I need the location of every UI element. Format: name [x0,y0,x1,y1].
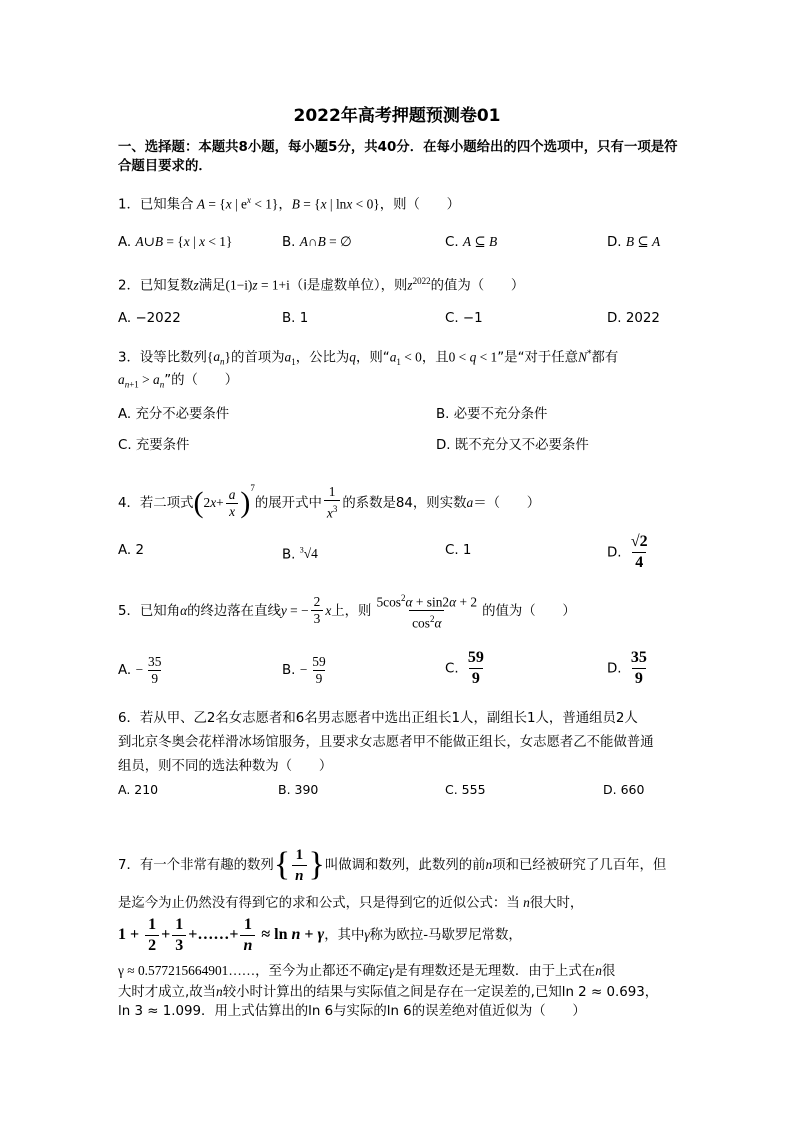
q6-line-1: 6．若从甲、乙2名女志愿者和6名男志愿者中选出正组长1人，副组长1人，普通组员2人 [118,711,638,726]
q2-option-d[interactable]: D. 2022 [607,311,660,326]
q2-option-c[interactable]: C. −1 [445,311,483,326]
question-3: 3．设等比数列$\{a_n\}$的首项为$a_1$，公比为q，则“$a_1 < 0$，且0 < q < 1”是“对于任意N*都有 [118,349,619,368]
q4-option-c[interactable]: C. 1 [445,543,472,558]
question-3-line-2: $a_{n+1} > a_n$”的（ ） [118,372,239,390]
q6-option-b[interactable]: B. 390 [278,782,319,797]
q1-option-c[interactable]: C. A ⊆ B [445,234,498,250]
q4-option-a[interactable]: A. 2 [118,543,144,558]
q5-option-c[interactable]: C. $\frac{59}{9}$ [445,649,484,687]
q5-option-b[interactable]: B. − $\frac{59}{9}$ [282,653,326,686]
question-2: 2．已知复数z满足(1−i)z = 1+i（i是虚数单位），则$z^{2022}$的值为（ ） [118,276,525,294]
q1-option-a[interactable]: A. A∪B = {x | x < 1} [118,234,233,250]
q6-line-2: 到北京冬奥会花样滑冰场馆服务，且要求女志愿者甲不能做正组长，女志愿者乙不能做普通 [118,735,654,750]
q2-option-b[interactable]: B. 1 [282,311,309,326]
q7-line-3: 1 + $\frac{1}{2}$ + $\frac{1}{3}$ +……+ $\frac{1}{n}$ ≈ ln n + γ，其中γ称为欧拉-马歇罗尼常数， [118,915,522,954]
q1-option-b[interactable]: B. A∩B = ∅ [282,234,352,250]
q1-stem: 1．已知集合 [118,197,194,213]
q4-option-d[interactable]: D. $\frac{√2}{4}$ [607,533,648,571]
q4-option-b[interactable]: B. $^3$√4 [282,546,318,563]
q1-end: ，则（ ） [379,197,461,213]
question-5: 5．已知角α的终边落在直线y = − $\frac{2}{3}$ x上，则 $\frac{5\cos^2\alpha + \sin 2\alpha + 2}{\cos^2\alpha}$ 的值为（ ） [118,593,576,631]
q2-option-a[interactable]: A. −2022 [118,311,181,326]
q1-option-d[interactable]: D. B ⊆ A [607,234,661,250]
q5-option-d[interactable]: D. $\frac{35}{9}$ [607,649,647,687]
q3-option-d[interactable]: D. 既不充分又不必要条件 [436,438,589,453]
q3-option-c[interactable]: C. 充要条件 [118,438,190,453]
question-4: 4．若二项式(2x+ $\frac{a}{x}$ )$^7$的展开式中 $\frac{1}{x^3}$ 的系数是84，则实数a＝（ ） [118,483,541,521]
q6-line-3: 组员，则不同的选法种数为（ ） [118,759,333,774]
q6-option-a[interactable]: A. 210 [118,782,159,797]
question-1: 1．已知集合 A = {x | $e^x < 1$}，B = {x | lnx < 0}，则（ ） [118,195,461,213]
page-title: 2022年高考押题预测卷01 [293,106,501,126]
q3-option-a[interactable]: A. 充分不必要条件 [118,407,230,422]
q7-line-5: 大时才成立,故当n较小时计算出的结果与实际值之间是存在一定误差的,已知ln 2 ≈ 0.693， [118,984,659,1000]
section-heading: 一、选择题：本题共8小题，每小题5分，共40分．在每小题给出的四个选项中，只有一项是符合题目要求的． [118,140,678,174]
q3-option-b[interactable]: B. 必要不充分条件 [436,407,548,422]
q7-line-6: ln 3 ≈ 1.099．用上式估算出的ln 6与实际的ln 6的误差绝对值近似为（ ） [118,1004,586,1019]
q7-line-4: γ ≈ 0.577215664901……，至今为止都还不确定γ是有理数还是无理数．由于上式在n很 [118,963,616,979]
q6-option-d[interactable]: D. 660 [603,782,645,797]
question-7: 7．有一个非常有趣的数列{ $\frac{1}{n}$ }叫做调和数列，此数列的前n项和已经被研究了几百年，但 [118,846,667,884]
q7-line-2: 是迄今为止仍然没有得到它的求和公式，只是得到它的近似公式：当 n很大时， [118,895,584,911]
q6-option-c[interactable]: C. 555 [445,782,486,797]
q5-option-a[interactable]: A. − $\frac{35}{9}$ [118,653,162,686]
